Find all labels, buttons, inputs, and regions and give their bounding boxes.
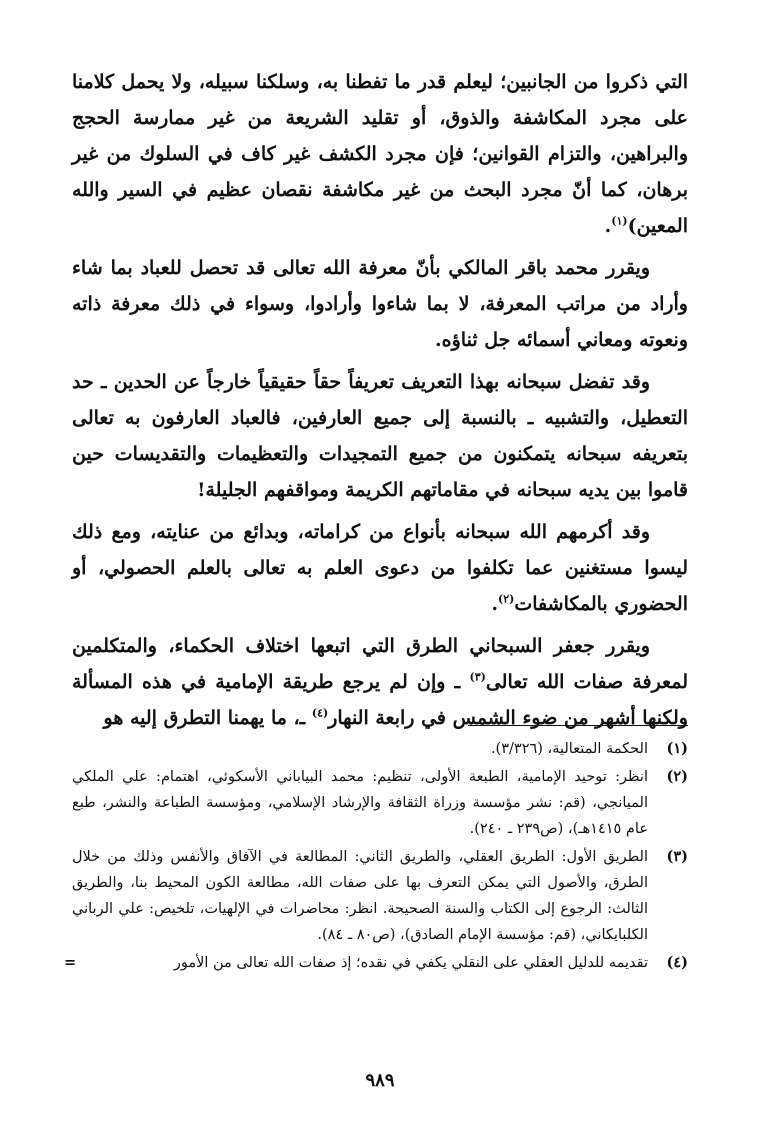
footnote-number: (١) [666, 740, 688, 757]
continuation-mark: = [64, 954, 77, 971]
footnote-ref-2[interactable]: (٢) [498, 592, 515, 606]
footnote-ref-1[interactable]: (١) [611, 214, 628, 228]
footnote-text: انظر: توحيد الإمامية، الطبعة الأولى، تنظيم: محمد البياباني الأسكوئي، اهتمام: علي الملكي الميانجي، (قم: نشر مؤسسة وزراة الثقافة والإرشاد الإسلامي، ومؤسسة الطباعة والنشر، طبع عام ١٤١٥هـ)، (ص٢٣٩ ـ ٢٤٠). [72, 769, 648, 837]
footnote-number: (٤) [666, 954, 688, 971]
main-text [72, 64, 688, 736]
footnote-number: (٢) [666, 768, 688, 785]
paragraph-3: وقد تفضل سبحانه بهذا التعريف تعريفاً حقاً حقيقياً خارجاً عن الحدين ـ حد التعطيل، والتشبيه ـ بالنسبة إلى جميع العارفين، فالعباد العارفون به تعالى بتعريفه سبحانه يتمكنون من جميع التمجيدات والتعظيمات والتقديسات حين قاموا بين يديه سبحانه في مقاماتهم الكريمة ومواقفهم الجليلة! [72, 371, 688, 501]
footnote-1 [72, 736, 688, 762]
footnote-ref-4[interactable]: (٤) [311, 706, 329, 720]
paragraph-1: التي ذكروا من الجانبين؛ ليعلم قدر ما تفطنا به، وسلكنا سبيله، ولا يحمل كلامنا على مجرد المكاشفة والذوق، أو تقليد الشريعة من غير ممارسة الحجج والبراهين، والتزام القوانين؛ فإن مجرد الكشف غير كاف في السلوك من غير برهان، كما أنّ مجرد البحث من غير مكاشفة نقصان عظيم في السير والله المعين)$^{(١)}$. [72, 71, 688, 237]
footnote-text: الحكمة المتعالية، (٣/٣٢٦). [490, 741, 648, 757]
paragraph-4: وقد أكرمهم الله سبحانه بأنواع من كراماته، وبدائع من عنايته، ومع ذلك ليسوا مستغنين عما تكلفوا من دعوى العلم به تعالى بالعلم الحصولي، أو الحضوري بالمكاشفات$^{(٢)}$. [72, 521, 688, 615]
footnote-4 [64, 950, 688, 976]
footnote-3 [72, 844, 688, 948]
book-page [64, 64, 688, 1104]
footnote-number: (٣) [666, 848, 688, 865]
page-number: ٩٨٩ [365, 1070, 395, 1091]
footnote-ref-3[interactable]: (٣) [469, 670, 486, 684]
footnotes [64, 736, 688, 978]
paragraph-2: ويقرر محمد باقر المالكي بأنّ معرفة الله تعالى قد تحصل للعباد بما شاء وأراد من مراتب المعرفة، لا بما شاءوا وأرادوا، وسواء في ذلك معرفة ذاته ونعوته ومعاني أسمائه جل ثناؤه. [72, 257, 688, 351]
paragraph-5: ويقرر جعفر السبحاني الطرق التي اتبعها اختلاف الحكماء، والمتكلمين لمعرفة صفات الله تعالى$^{(٣)}$ ـ وإن لم يرجع طريقة الإمامية في هذه المسألة ولكنها أشهر من ضوء الشمس في رابعة النهار$^{(٤)}$ ـ، ما يهمنا التطرق إليه هو [72, 635, 688, 729]
footnote-separator [468, 725, 688, 726]
footnote-2 [72, 764, 688, 842]
footnote-text: الطريق الأول: الطريق العقلي، والطريق الثاني: المطالعة في الآفاق والأنفس وذلك من خلال الطرق، والأصول التي يمكن التعرف بها على صفات الله، مطالعة الكون المحيط بنا، والطريق الثالث: الرجوع إلى الكتاب والسنة الصحيحة. انظر: محاضرات في الإلهيات، تلخيص: علي الرباني الكلبايكاني، (قم: مؤسسة الإمام الصادق)، (ص٨٠ ـ ٨٤). [72, 849, 648, 943]
footnote-text: تقديمه للدليل العقلي على النقلي يكفي في نقده؛ إذ صفات الله تعالى من الأمور [173, 955, 648, 971]
